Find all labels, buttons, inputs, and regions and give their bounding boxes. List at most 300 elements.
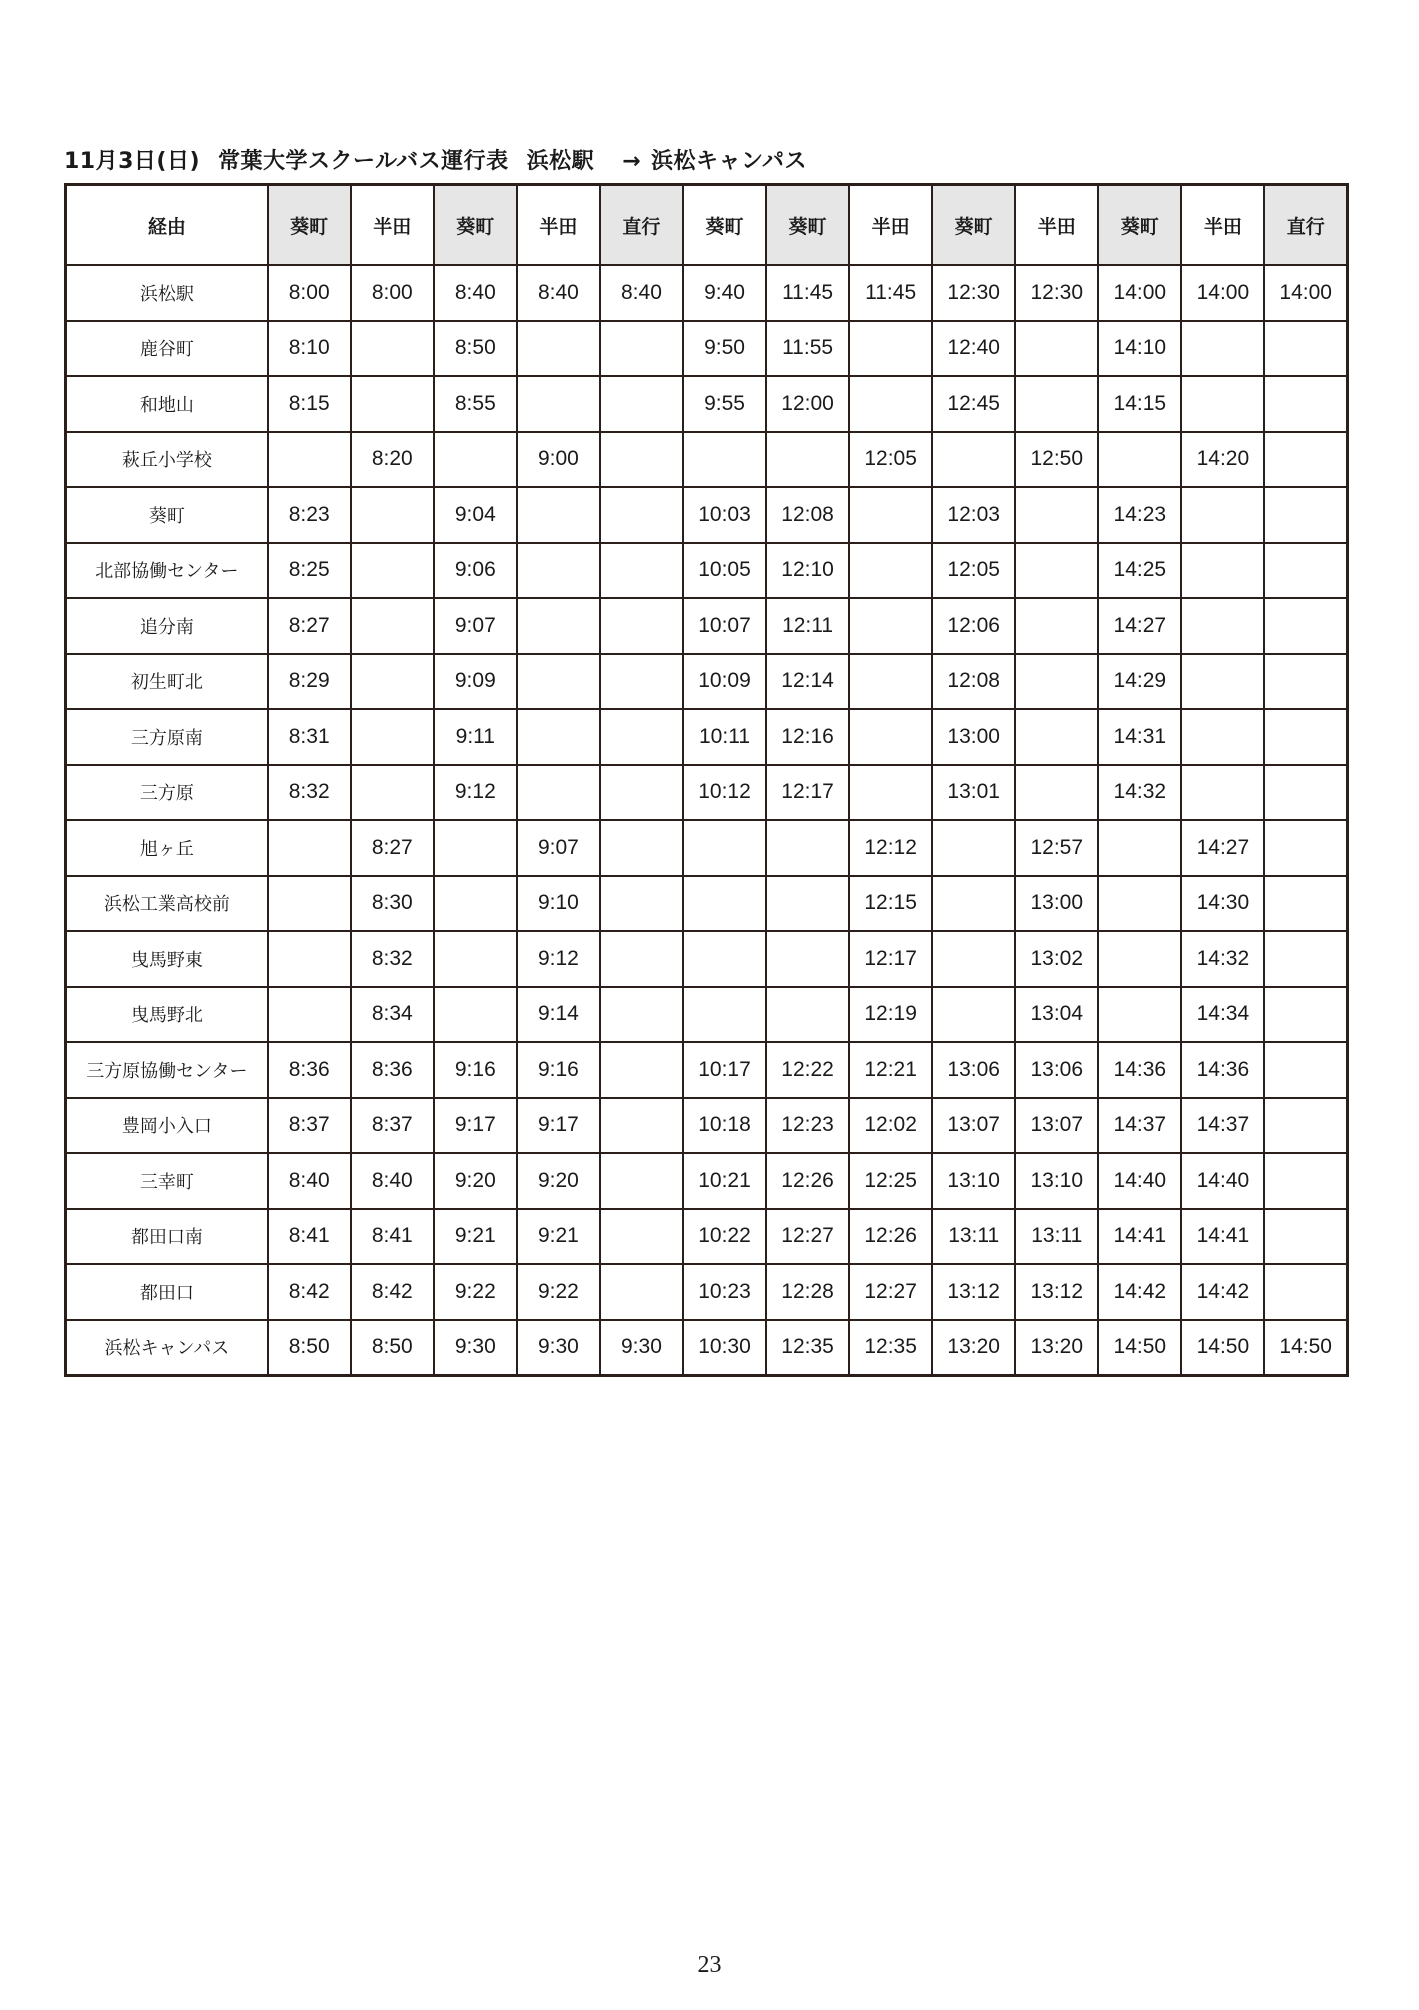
departure-time: 14:36: [1181, 1042, 1264, 1098]
departure-time: 8:55: [434, 376, 517, 432]
departure-time: [1181, 543, 1264, 599]
departure-time: 12:10: [766, 543, 849, 599]
departure-time: 14:32: [1181, 931, 1264, 987]
departure-time: [1264, 1264, 1347, 1320]
departure-time: 14:27: [1181, 820, 1264, 876]
title-arrow: →: [622, 149, 642, 174]
departure-time: 14:50: [1264, 1320, 1347, 1376]
departure-time: [683, 820, 766, 876]
departure-time: 9:50: [683, 321, 766, 377]
departure-time: 12:00: [766, 376, 849, 432]
departure-time: 10:21: [683, 1153, 766, 1209]
departure-time: [1264, 709, 1347, 765]
departure-time: [517, 376, 600, 432]
route-header: 半田: [1181, 185, 1264, 266]
departure-time: 14:31: [1098, 709, 1181, 765]
departure-time: [849, 543, 932, 599]
bus-timetable: [64, 183, 1349, 1377]
departure-time: [1264, 487, 1347, 543]
departure-time: 14:50: [1181, 1320, 1264, 1376]
departure-time: 12:26: [766, 1153, 849, 1209]
departure-time: 9:21: [517, 1209, 600, 1265]
title-date: 11月3日(日): [64, 149, 201, 174]
departure-time: 12:11: [766, 598, 849, 654]
departure-time: 12:40: [932, 321, 1015, 377]
departure-time: 13:10: [932, 1153, 1015, 1209]
departure-time: 10:23: [683, 1264, 766, 1320]
departure-time: 12:45: [932, 376, 1015, 432]
departure-time: 9:06: [434, 543, 517, 599]
page-number: 23: [697, 1952, 722, 1978]
departure-time: [1264, 1098, 1347, 1154]
departure-time: [932, 876, 1015, 932]
departure-time: [600, 987, 683, 1043]
table-row: [66, 820, 1348, 876]
departure-time: [600, 931, 683, 987]
departure-time: [683, 876, 766, 932]
table-row: [66, 1042, 1348, 1098]
departure-time: 13:20: [1015, 1320, 1098, 1376]
departure-time: [1181, 765, 1264, 821]
stop-name: 三方原南: [66, 709, 268, 765]
table-row: [66, 1153, 1348, 1209]
departure-time: 14:23: [1098, 487, 1181, 543]
departure-time: [1264, 376, 1347, 432]
route-header: 葵町: [766, 185, 849, 266]
departure-time: 12:35: [849, 1320, 932, 1376]
departure-time: [600, 1042, 683, 1098]
departure-time: 9:17: [517, 1098, 600, 1154]
departure-time: 8:40: [600, 265, 683, 321]
departure-time: [1181, 321, 1264, 377]
departure-time: 8:50: [434, 321, 517, 377]
departure-time: 9:16: [434, 1042, 517, 1098]
departure-time: 13:04: [1015, 987, 1098, 1043]
stop-name: 浜松工業高校前: [66, 876, 268, 932]
departure-time: 8:29: [268, 654, 351, 710]
departure-time: 14:36: [1098, 1042, 1181, 1098]
departure-time: [434, 931, 517, 987]
stop-name: 浜松駅: [66, 265, 268, 321]
departure-time: 12:27: [766, 1209, 849, 1265]
departure-time: 8:40: [517, 265, 600, 321]
departure-time: [1015, 598, 1098, 654]
departure-time: 8:36: [351, 1042, 434, 1098]
table-row: [66, 376, 1348, 432]
departure-time: 13:01: [932, 765, 1015, 821]
departure-time: [1181, 654, 1264, 710]
route-header: 葵町: [1098, 185, 1181, 266]
departure-time: 9:00: [517, 432, 600, 488]
departure-time: 12:25: [849, 1153, 932, 1209]
departure-time: 10:11: [683, 709, 766, 765]
departure-time: [849, 487, 932, 543]
departure-time: 8:27: [268, 598, 351, 654]
departure-time: [932, 931, 1015, 987]
departure-time: [1015, 709, 1098, 765]
departure-time: [517, 543, 600, 599]
stop-name: 都田口南: [66, 1209, 268, 1265]
departure-time: [434, 876, 517, 932]
departure-time: 8:50: [268, 1320, 351, 1376]
page-title: [64, 144, 825, 175]
stop-name: 三方原協働センター: [66, 1042, 268, 1098]
departure-time: [1264, 1042, 1347, 1098]
departure-time: [351, 376, 434, 432]
stop-column-header: 経由: [66, 185, 268, 266]
title-from: 浜松駅: [526, 149, 595, 174]
departure-time: 12:12: [849, 820, 932, 876]
departure-time: 14:42: [1098, 1264, 1181, 1320]
departure-time: 14:42: [1181, 1264, 1264, 1320]
departure-time: [849, 654, 932, 710]
departure-time: 12:03: [932, 487, 1015, 543]
table-row: [66, 1098, 1348, 1154]
departure-time: [932, 432, 1015, 488]
stop-name: 都田口: [66, 1264, 268, 1320]
departure-time: [268, 931, 351, 987]
departure-time: 12:17: [766, 765, 849, 821]
departure-time: [1181, 598, 1264, 654]
departure-time: [600, 1264, 683, 1320]
departure-time: [268, 876, 351, 932]
departure-time: 12:08: [932, 654, 1015, 710]
stop-name: 曳馬野北: [66, 987, 268, 1043]
departure-time: [683, 432, 766, 488]
departure-time: 12:28: [766, 1264, 849, 1320]
departure-time: 14:41: [1181, 1209, 1264, 1265]
departure-time: 14:37: [1098, 1098, 1181, 1154]
departure-time: 8:36: [268, 1042, 351, 1098]
route-header: 半田: [351, 185, 434, 266]
departure-time: 8:41: [351, 1209, 434, 1265]
departure-time: 12:06: [932, 598, 1015, 654]
departure-time: 14:40: [1098, 1153, 1181, 1209]
departure-time: 8:25: [268, 543, 351, 599]
table-row: [66, 654, 1348, 710]
departure-time: [517, 321, 600, 377]
departure-time: [849, 765, 932, 821]
departure-time: 8:34: [351, 987, 434, 1043]
departure-time: 12:30: [932, 265, 1015, 321]
departure-time: [600, 1209, 683, 1265]
departure-time: 13:02: [1015, 931, 1098, 987]
departure-time: 9:22: [434, 1264, 517, 1320]
table-row: [66, 321, 1348, 377]
departure-time: 10:05: [683, 543, 766, 599]
departure-time: 9:20: [517, 1153, 600, 1209]
departure-time: 8:23: [268, 487, 351, 543]
departure-time: 14:37: [1181, 1098, 1264, 1154]
departure-time: [1264, 598, 1347, 654]
stop-name: 豊岡小入口: [66, 1098, 268, 1154]
departure-time: 10:09: [683, 654, 766, 710]
departure-time: [849, 376, 932, 432]
departure-time: [1264, 820, 1347, 876]
departure-time: [1181, 487, 1264, 543]
departure-time: 14:20: [1181, 432, 1264, 488]
departure-time: [1098, 931, 1181, 987]
stop-name: 初生町北: [66, 654, 268, 710]
departure-time: [1015, 321, 1098, 377]
title-name: 常葉大学スクールバス運行表: [218, 149, 509, 174]
departure-time: [600, 543, 683, 599]
departure-time: 9:04: [434, 487, 517, 543]
departure-time: 9:21: [434, 1209, 517, 1265]
departure-time: [268, 987, 351, 1043]
departure-time: 8:40: [268, 1153, 351, 1209]
departure-time: 13:12: [932, 1264, 1015, 1320]
departure-time: 14:00: [1098, 265, 1181, 321]
stop-name: 三幸町: [66, 1153, 268, 1209]
route-header: 直行: [1264, 185, 1347, 266]
departure-time: [1264, 987, 1347, 1043]
route-header: 半田: [517, 185, 600, 266]
table-row: [66, 987, 1348, 1043]
departure-time: 12:15: [849, 876, 932, 932]
departure-time: 13:00: [932, 709, 1015, 765]
departure-time: 9:55: [683, 376, 766, 432]
departure-time: 12:05: [849, 432, 932, 488]
route-header: 葵町: [268, 185, 351, 266]
table-row: [66, 931, 1348, 987]
departure-time: 12:23: [766, 1098, 849, 1154]
departure-time: 9:20: [434, 1153, 517, 1209]
departure-time: 13:07: [932, 1098, 1015, 1154]
departure-time: 10:07: [683, 598, 766, 654]
departure-time: [932, 987, 1015, 1043]
departure-time: [1015, 487, 1098, 543]
departure-time: [1264, 432, 1347, 488]
departure-time: [849, 709, 932, 765]
departure-time: 13:10: [1015, 1153, 1098, 1209]
departure-time: [434, 820, 517, 876]
departure-time: 8:42: [351, 1264, 434, 1320]
departure-time: 9:10: [517, 876, 600, 932]
route-header: 葵町: [434, 185, 517, 266]
departure-time: 12:30: [1015, 265, 1098, 321]
departure-time: 12:08: [766, 487, 849, 543]
departure-time: 11:45: [766, 265, 849, 321]
departure-time: 10:17: [683, 1042, 766, 1098]
departure-time: [1264, 321, 1347, 377]
departure-time: [1098, 987, 1181, 1043]
departure-time: 9:09: [434, 654, 517, 710]
departure-time: [351, 709, 434, 765]
departure-time: 9:30: [517, 1320, 600, 1376]
route-header: 葵町: [683, 185, 766, 266]
departure-time: 8:37: [351, 1098, 434, 1154]
departure-time: [1181, 376, 1264, 432]
departure-time: [351, 654, 434, 710]
departure-time: 8:00: [268, 265, 351, 321]
departure-time: 14:50: [1098, 1320, 1181, 1376]
departure-time: 12:05: [932, 543, 1015, 599]
table-row: [66, 543, 1348, 599]
table-body: [66, 265, 1348, 1376]
departure-time: 12:16: [766, 709, 849, 765]
table-row: [66, 265, 1348, 321]
departure-time: [600, 709, 683, 765]
departure-time: [600, 598, 683, 654]
departure-time: [268, 820, 351, 876]
route-header: 半田: [1015, 185, 1098, 266]
departure-time: 13:07: [1015, 1098, 1098, 1154]
departure-time: 14:30: [1181, 876, 1264, 932]
departure-time: [683, 987, 766, 1043]
departure-time: 9:30: [600, 1320, 683, 1376]
stop-name: 三方原: [66, 765, 268, 821]
departure-time: 9:07: [434, 598, 517, 654]
header-row: [66, 185, 1348, 266]
departure-time: [600, 487, 683, 543]
table-row: [66, 487, 1348, 543]
departure-time: [517, 487, 600, 543]
stop-name: 北部協働センター: [66, 543, 268, 599]
departure-time: 8:32: [268, 765, 351, 821]
departure-time: 9:12: [434, 765, 517, 821]
departure-time: 14:00: [1181, 265, 1264, 321]
departure-time: [600, 765, 683, 821]
departure-time: 13:11: [932, 1209, 1015, 1265]
departure-time: 8:10: [268, 321, 351, 377]
departure-time: [1264, 1209, 1347, 1265]
departure-time: 8:41: [268, 1209, 351, 1265]
departure-time: 8:31: [268, 709, 351, 765]
table-row: [66, 1264, 1348, 1320]
departure-time: [1181, 709, 1264, 765]
departure-time: 8:40: [434, 265, 517, 321]
departure-time: 14:00: [1264, 265, 1347, 321]
departure-time: [517, 654, 600, 710]
departure-time: [766, 876, 849, 932]
table-row: [66, 1320, 1348, 1376]
departure-time: 8:20: [351, 432, 434, 488]
table-row: [66, 709, 1348, 765]
departure-time: [351, 487, 434, 543]
departure-time: 8:40: [351, 1153, 434, 1209]
departure-time: [268, 432, 351, 488]
departure-time: 8:27: [351, 820, 434, 876]
departure-time: 14:15: [1098, 376, 1181, 432]
table-row: [66, 598, 1348, 654]
departure-time: 9:12: [517, 931, 600, 987]
departure-time: [1015, 765, 1098, 821]
departure-time: 12:50: [1015, 432, 1098, 488]
departure-time: [517, 709, 600, 765]
departure-time: [351, 543, 434, 599]
departure-time: 8:37: [268, 1098, 351, 1154]
stop-name: 葵町: [66, 487, 268, 543]
departure-time: 8:30: [351, 876, 434, 932]
departure-time: 10:18: [683, 1098, 766, 1154]
departure-time: [766, 987, 849, 1043]
departure-time: [517, 765, 600, 821]
departure-time: 12:57: [1015, 820, 1098, 876]
departure-time: 8:00: [351, 265, 434, 321]
departure-time: [1015, 376, 1098, 432]
stop-name: 鹿谷町: [66, 321, 268, 377]
departure-time: 12:27: [849, 1264, 932, 1320]
departure-time: [600, 376, 683, 432]
departure-time: 12:17: [849, 931, 932, 987]
departure-time: [1098, 820, 1181, 876]
departure-time: [766, 432, 849, 488]
table-row: [66, 876, 1348, 932]
departure-time: 10:12: [683, 765, 766, 821]
departure-time: [600, 876, 683, 932]
departure-time: [1264, 1153, 1347, 1209]
departure-time: 13:06: [932, 1042, 1015, 1098]
departure-time: 13:00: [1015, 876, 1098, 932]
departure-time: [932, 820, 1015, 876]
title-to: 浜松キャンパス: [651, 149, 807, 174]
departure-time: 12:35: [766, 1320, 849, 1376]
stop-name: 追分南: [66, 598, 268, 654]
departure-time: 14:27: [1098, 598, 1181, 654]
departure-time: 14:25: [1098, 543, 1181, 599]
departure-time: 13:11: [1015, 1209, 1098, 1265]
departure-time: [1264, 543, 1347, 599]
departure-time: 13:12: [1015, 1264, 1098, 1320]
departure-time: 9:30: [434, 1320, 517, 1376]
departure-time: 10:03: [683, 487, 766, 543]
departure-time: 13:06: [1015, 1042, 1098, 1098]
departure-time: 9:11: [434, 709, 517, 765]
departure-time: [849, 321, 932, 377]
departure-time: [1264, 931, 1347, 987]
departure-time: [600, 432, 683, 488]
departure-time: [351, 598, 434, 654]
departure-time: 8:32: [351, 931, 434, 987]
route-header: 半田: [849, 185, 932, 266]
route-header: 葵町: [932, 185, 1015, 266]
table-row: [66, 432, 1348, 488]
departure-time: [351, 321, 434, 377]
departure-time: [351, 765, 434, 821]
departure-time: 14:40: [1181, 1153, 1264, 1209]
departure-time: 9:22: [517, 1264, 600, 1320]
departure-time: 10:22: [683, 1209, 766, 1265]
stop-name: 旭ヶ丘: [66, 820, 268, 876]
route-header: 直行: [600, 185, 683, 266]
departure-time: 12:26: [849, 1209, 932, 1265]
departure-time: [600, 1153, 683, 1209]
departure-time: [1015, 654, 1098, 710]
departure-time: [600, 1098, 683, 1154]
departure-time: [517, 598, 600, 654]
stop-name: 曳馬野東: [66, 931, 268, 987]
departure-time: [1098, 876, 1181, 932]
stop-name: 和地山: [66, 376, 268, 432]
departure-time: 14:41: [1098, 1209, 1181, 1265]
departure-time: 11:45: [849, 265, 932, 321]
departure-time: [1098, 432, 1181, 488]
departure-time: [766, 931, 849, 987]
departure-time: 9:40: [683, 265, 766, 321]
departure-time: 12:22: [766, 1042, 849, 1098]
departure-time: [434, 987, 517, 1043]
departure-time: [1264, 876, 1347, 932]
departure-time: 8:42: [268, 1264, 351, 1320]
departure-time: 8:50: [351, 1320, 434, 1376]
departure-time: [600, 820, 683, 876]
departure-time: [600, 654, 683, 710]
departure-time: [434, 432, 517, 488]
departure-time: [600, 321, 683, 377]
table-row: [66, 765, 1348, 821]
table-row: [66, 1209, 1348, 1265]
